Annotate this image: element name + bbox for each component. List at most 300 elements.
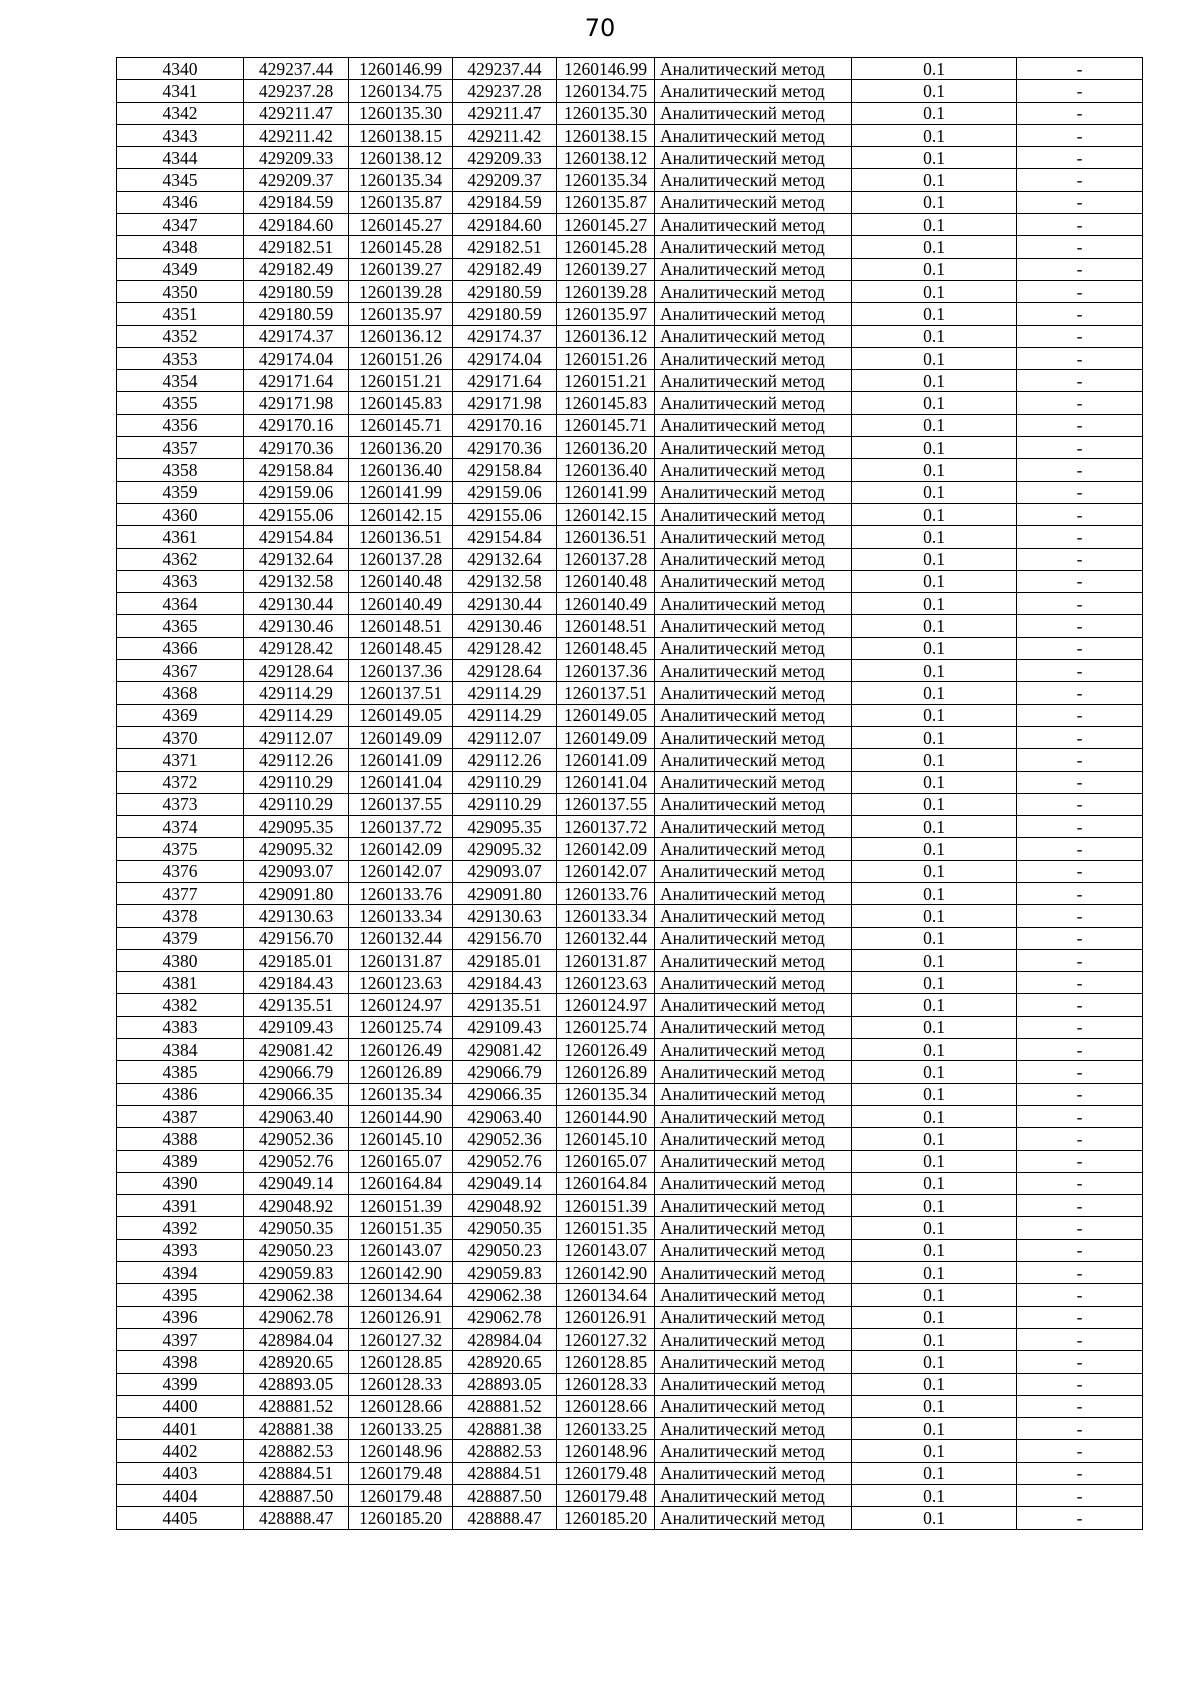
table-body: [117, 58, 1143, 1530]
method-cell: Аналитический метод: [655, 972, 852, 994]
y-old-cell: 1260148.96: [349, 1440, 453, 1462]
x-new-cell: 429237.44: [453, 58, 557, 80]
method-cell: Аналитический метод: [655, 726, 852, 748]
x-old-cell: 429184.60: [244, 214, 349, 236]
y-new-cell: 1260141.99: [557, 481, 655, 503]
note-cell: -: [1017, 1351, 1143, 1373]
x-old-cell: 429182.51: [244, 236, 349, 258]
table-row: [117, 392, 1143, 414]
y-old-cell: 1260137.72: [349, 816, 453, 838]
accuracy-cell: 0.1: [852, 660, 1017, 682]
y-old-cell: 1260126.89: [349, 1061, 453, 1083]
y-old-cell: 1260135.97: [349, 303, 453, 325]
x-new-cell: 429170.16: [453, 414, 557, 436]
point-number-cell: 4393: [117, 1239, 244, 1261]
table-row: [117, 548, 1143, 570]
x-old-cell: 429170.36: [244, 437, 349, 459]
point-number-cell: 4352: [117, 325, 244, 347]
x-old-cell: 429171.64: [244, 370, 349, 392]
x-old-cell: 429184.43: [244, 972, 349, 994]
method-cell: Аналитический метод: [655, 1418, 852, 1440]
x-new-cell: 429182.51: [453, 236, 557, 258]
table-row: [117, 459, 1143, 481]
y-old-cell: 1260142.07: [349, 860, 453, 882]
table-row: [117, 1284, 1143, 1306]
point-number-cell: 4368: [117, 682, 244, 704]
point-number-cell: 4366: [117, 637, 244, 659]
method-cell: Аналитический метод: [655, 347, 852, 369]
y-old-cell: 1260148.51: [349, 615, 453, 637]
x-new-cell: 429155.06: [453, 503, 557, 525]
x-new-cell: 429109.43: [453, 1016, 557, 1038]
y-new-cell: 1260145.10: [557, 1128, 655, 1150]
y-new-cell: 1260148.45: [557, 637, 655, 659]
point-number-cell: 4381: [117, 972, 244, 994]
method-cell: Аналитический метод: [655, 1262, 852, 1284]
point-number-cell: 4341: [117, 80, 244, 102]
y-new-cell: 1260126.89: [557, 1061, 655, 1083]
table-row: [117, 147, 1143, 169]
table-row: [117, 1485, 1143, 1507]
table-row: [117, 1507, 1143, 1529]
table-row: [117, 1172, 1143, 1194]
note-cell: -: [1017, 637, 1143, 659]
accuracy-cell: 0.1: [852, 1128, 1017, 1150]
accuracy-cell: 0.1: [852, 303, 1017, 325]
table-row: [117, 1328, 1143, 1350]
accuracy-cell: 0.1: [852, 481, 1017, 503]
x-new-cell: 429174.04: [453, 347, 557, 369]
x-new-cell: 428888.47: [453, 1507, 557, 1529]
x-old-cell: 428984.04: [244, 1328, 349, 1350]
method-cell: Аналитический метод: [655, 503, 852, 525]
table-row: [117, 1440, 1143, 1462]
point-number-cell: 4387: [117, 1105, 244, 1127]
note-cell: -: [1017, 1507, 1143, 1529]
table-row: [117, 1061, 1143, 1083]
x-old-cell: 429128.42: [244, 637, 349, 659]
x-new-cell: 429128.64: [453, 660, 557, 682]
x-new-cell: 429114.29: [453, 682, 557, 704]
y-old-cell: 1260139.27: [349, 258, 453, 280]
y-new-cell: 1260131.87: [557, 949, 655, 971]
note-cell: -: [1017, 1128, 1143, 1150]
x-new-cell: 429112.26: [453, 749, 557, 771]
table-row: [117, 258, 1143, 280]
note-cell: -: [1017, 1262, 1143, 1284]
note-cell: -: [1017, 169, 1143, 191]
x-old-cell: 429130.44: [244, 593, 349, 615]
x-new-cell: 428920.65: [453, 1351, 557, 1373]
x-old-cell: 429237.44: [244, 58, 349, 80]
point-number-cell: 4340: [117, 58, 244, 80]
point-number-cell: 4348: [117, 236, 244, 258]
table-row: [117, 593, 1143, 615]
accuracy-cell: 0.1: [852, 615, 1017, 637]
table-row: [117, 58, 1143, 80]
y-new-cell: 1260148.51: [557, 615, 655, 637]
y-old-cell: 1260149.05: [349, 704, 453, 726]
x-new-cell: 429211.42: [453, 124, 557, 146]
table-row: [117, 972, 1143, 994]
point-number-cell: 4379: [117, 927, 244, 949]
table-row: [117, 1373, 1143, 1395]
method-cell: Аналитический метод: [655, 1239, 852, 1261]
x-new-cell: 429091.80: [453, 882, 557, 904]
point-number-cell: 4375: [117, 838, 244, 860]
method-cell: Аналитический метод: [655, 392, 852, 414]
x-new-cell: 429095.32: [453, 838, 557, 860]
y-new-cell: 1260179.48: [557, 1462, 655, 1484]
point-number-cell: 4382: [117, 994, 244, 1016]
accuracy-cell: 0.1: [852, 1083, 1017, 1105]
note-cell: -: [1017, 1462, 1143, 1484]
y-old-cell: 1260134.64: [349, 1284, 453, 1306]
x-old-cell: 429174.37: [244, 325, 349, 347]
point-number-cell: 4388: [117, 1128, 244, 1150]
x-new-cell: 429170.36: [453, 437, 557, 459]
note-cell: -: [1017, 615, 1143, 637]
y-new-cell: 1260133.25: [557, 1418, 655, 1440]
point-number-cell: 4383: [117, 1016, 244, 1038]
note-cell: -: [1017, 1083, 1143, 1105]
note-cell: -: [1017, 548, 1143, 570]
table-row: [117, 704, 1143, 726]
point-number-cell: 4369: [117, 704, 244, 726]
accuracy-cell: 0.1: [852, 1395, 1017, 1417]
point-number-cell: 4404: [117, 1485, 244, 1507]
point-number-cell: 4403: [117, 1462, 244, 1484]
accuracy-cell: 0.1: [852, 548, 1017, 570]
accuracy-cell: 0.1: [852, 169, 1017, 191]
point-number-cell: 4350: [117, 280, 244, 302]
table-row: [117, 1128, 1143, 1150]
point-number-cell: 4343: [117, 124, 244, 146]
method-cell: Аналитический метод: [655, 124, 852, 146]
x-new-cell: 429066.35: [453, 1083, 557, 1105]
accuracy-cell: 0.1: [852, 793, 1017, 815]
y-new-cell: 1260141.09: [557, 749, 655, 771]
method-cell: Аналитический метод: [655, 1284, 852, 1306]
table-row: [117, 816, 1143, 838]
point-number-cell: 4398: [117, 1351, 244, 1373]
y-new-cell: 1260126.49: [557, 1039, 655, 1061]
table-row: [117, 347, 1143, 369]
note-cell: -: [1017, 749, 1143, 771]
accuracy-cell: 0.1: [852, 771, 1017, 793]
point-number-cell: 4360: [117, 503, 244, 525]
method-cell: Аналитический метод: [655, 370, 852, 392]
y-new-cell: 1260139.28: [557, 280, 655, 302]
note-cell: -: [1017, 882, 1143, 904]
method-cell: Аналитический метод: [655, 749, 852, 771]
x-old-cell: 429109.43: [244, 1016, 349, 1038]
method-cell: Аналитический метод: [655, 882, 852, 904]
method-cell: Аналитический метод: [655, 437, 852, 459]
note-cell: -: [1017, 526, 1143, 548]
x-new-cell: 429159.06: [453, 481, 557, 503]
x-old-cell: 428881.38: [244, 1418, 349, 1440]
y-new-cell: 1260145.28: [557, 236, 655, 258]
method-cell: Аналитический метод: [655, 258, 852, 280]
accuracy-cell: 0.1: [852, 236, 1017, 258]
point-number-cell: 4389: [117, 1150, 244, 1172]
method-cell: Аналитический метод: [655, 704, 852, 726]
table-row: [117, 927, 1143, 949]
table-row: [117, 749, 1143, 771]
y-old-cell: 1260132.44: [349, 927, 453, 949]
note-cell: -: [1017, 1016, 1143, 1038]
note-cell: -: [1017, 949, 1143, 971]
y-old-cell: 1260148.45: [349, 637, 453, 659]
accuracy-cell: 0.1: [852, 726, 1017, 748]
note-cell: -: [1017, 437, 1143, 459]
y-new-cell: 1260179.48: [557, 1485, 655, 1507]
x-new-cell: 429158.84: [453, 459, 557, 481]
accuracy-cell: 0.1: [852, 1239, 1017, 1261]
method-cell: Аналитический метод: [655, 927, 852, 949]
y-old-cell: 1260164.84: [349, 1172, 453, 1194]
note-cell: -: [1017, 392, 1143, 414]
table-row: [117, 949, 1143, 971]
y-old-cell: 1260145.71: [349, 414, 453, 436]
y-old-cell: 1260136.51: [349, 526, 453, 548]
table-row: [117, 214, 1143, 236]
note-cell: -: [1017, 1373, 1143, 1395]
method-cell: Аналитический метод: [655, 1195, 852, 1217]
x-old-cell: 429052.76: [244, 1150, 349, 1172]
y-old-cell: 1260144.90: [349, 1105, 453, 1127]
point-number-cell: 4353: [117, 347, 244, 369]
point-number-cell: 4363: [117, 570, 244, 592]
method-cell: Аналитический метод: [655, 1105, 852, 1127]
table-row: [117, 437, 1143, 459]
accuracy-cell: 0.1: [852, 392, 1017, 414]
x-old-cell: 429052.36: [244, 1128, 349, 1150]
x-old-cell: 429184.59: [244, 191, 349, 213]
method-cell: Аналитический метод: [655, 1217, 852, 1239]
y-new-cell: 1260149.05: [557, 704, 655, 726]
accuracy-cell: 0.1: [852, 325, 1017, 347]
note-cell: -: [1017, 1195, 1143, 1217]
note-cell: -: [1017, 503, 1143, 525]
method-cell: Аналитический метод: [655, 682, 852, 704]
y-new-cell: 1260126.91: [557, 1306, 655, 1328]
table-row: [117, 80, 1143, 102]
table-row: [117, 994, 1143, 1016]
coordinates-table: [116, 57, 1143, 1530]
table-row: [117, 169, 1143, 191]
accuracy-cell: 0.1: [852, 860, 1017, 882]
x-old-cell: 429066.79: [244, 1061, 349, 1083]
method-cell: Аналитический метод: [655, 816, 852, 838]
note-cell: -: [1017, 1328, 1143, 1350]
point-number-cell: 4356: [117, 414, 244, 436]
x-old-cell: 429110.29: [244, 771, 349, 793]
x-new-cell: 429062.78: [453, 1306, 557, 1328]
x-new-cell: 428887.50: [453, 1485, 557, 1507]
y-new-cell: 1260148.96: [557, 1440, 655, 1462]
note-cell: -: [1017, 191, 1143, 213]
method-cell: Аналитический метод: [655, 1328, 852, 1350]
x-old-cell: 429112.26: [244, 749, 349, 771]
point-number-cell: 4395: [117, 1284, 244, 1306]
y-old-cell: 1260133.34: [349, 905, 453, 927]
y-new-cell: 1260185.20: [557, 1507, 655, 1529]
x-new-cell: 429066.79: [453, 1061, 557, 1083]
x-new-cell: 429050.23: [453, 1239, 557, 1261]
method-cell: Аналитический метод: [655, 1485, 852, 1507]
x-old-cell: 429132.58: [244, 570, 349, 592]
y-new-cell: 1260135.34: [557, 169, 655, 191]
point-number-cell: 4402: [117, 1440, 244, 1462]
x-old-cell: 429170.16: [244, 414, 349, 436]
table-row: [117, 615, 1143, 637]
x-new-cell: 429063.40: [453, 1105, 557, 1127]
x-new-cell: 429184.59: [453, 191, 557, 213]
y-new-cell: 1260151.35: [557, 1217, 655, 1239]
table-row: [117, 793, 1143, 815]
y-old-cell: 1260140.49: [349, 593, 453, 615]
note-cell: -: [1017, 726, 1143, 748]
point-number-cell: 4358: [117, 459, 244, 481]
y-new-cell: 1260137.51: [557, 682, 655, 704]
method-cell: Аналитический метод: [655, 615, 852, 637]
accuracy-cell: 0.1: [852, 1105, 1017, 1127]
y-old-cell: 1260165.07: [349, 1150, 453, 1172]
table-row: [117, 838, 1143, 860]
note-cell: -: [1017, 80, 1143, 102]
x-new-cell: 429185.01: [453, 949, 557, 971]
point-number-cell: 4378: [117, 905, 244, 927]
x-new-cell: 429182.49: [453, 258, 557, 280]
y-old-cell: 1260138.12: [349, 147, 453, 169]
note-cell: -: [1017, 682, 1143, 704]
table-row: [117, 303, 1143, 325]
y-new-cell: 1260124.97: [557, 994, 655, 1016]
note-cell: -: [1017, 994, 1143, 1016]
method-cell: Аналитический метод: [655, 1462, 852, 1484]
y-old-cell: 1260185.20: [349, 1507, 453, 1529]
x-old-cell: 429112.07: [244, 726, 349, 748]
accuracy-cell: 0.1: [852, 838, 1017, 860]
x-old-cell: 429048.92: [244, 1195, 349, 1217]
table-row: [117, 1016, 1143, 1038]
y-new-cell: 1260142.90: [557, 1262, 655, 1284]
y-new-cell: 1260132.44: [557, 927, 655, 949]
x-old-cell: 428920.65: [244, 1351, 349, 1373]
y-new-cell: 1260142.07: [557, 860, 655, 882]
x-old-cell: 428887.50: [244, 1485, 349, 1507]
y-old-cell: 1260128.85: [349, 1351, 453, 1373]
method-cell: Аналитический метод: [655, 147, 852, 169]
accuracy-cell: 0.1: [852, 1328, 1017, 1350]
note-cell: -: [1017, 1150, 1143, 1172]
y-new-cell: 1260128.33: [557, 1373, 655, 1395]
point-number-cell: 4347: [117, 214, 244, 236]
x-new-cell: 429209.33: [453, 147, 557, 169]
x-old-cell: 428893.05: [244, 1373, 349, 1395]
point-number-cell: 4359: [117, 481, 244, 503]
y-new-cell: 1260136.20: [557, 437, 655, 459]
point-number-cell: 4357: [117, 437, 244, 459]
table-row: [117, 637, 1143, 659]
x-new-cell: 429095.35: [453, 816, 557, 838]
method-cell: Аналитический метод: [655, 58, 852, 80]
y-new-cell: 1260142.15: [557, 503, 655, 525]
y-old-cell: 1260135.34: [349, 169, 453, 191]
y-old-cell: 1260136.40: [349, 459, 453, 481]
point-number-cell: 4371: [117, 749, 244, 771]
x-new-cell: 429171.64: [453, 370, 557, 392]
table-row: [117, 280, 1143, 302]
point-number-cell: 4385: [117, 1061, 244, 1083]
table-row: [117, 236, 1143, 258]
table-row: [117, 1150, 1143, 1172]
method-cell: Аналитический метод: [655, 102, 852, 124]
y-new-cell: 1260137.36: [557, 660, 655, 682]
accuracy-cell: 0.1: [852, 414, 1017, 436]
point-number-cell: 4405: [117, 1507, 244, 1529]
y-old-cell: 1260141.09: [349, 749, 453, 771]
x-new-cell: 428881.38: [453, 1418, 557, 1440]
table-row: [117, 882, 1143, 904]
accuracy-cell: 0.1: [852, 905, 1017, 927]
note-cell: -: [1017, 1061, 1143, 1083]
y-old-cell: 1260145.28: [349, 236, 453, 258]
note-cell: -: [1017, 771, 1143, 793]
y-old-cell: 1260141.04: [349, 771, 453, 793]
point-number-cell: 4391: [117, 1195, 244, 1217]
y-old-cell: 1260133.25: [349, 1418, 453, 1440]
point-number-cell: 4367: [117, 660, 244, 682]
point-number-cell: 4364: [117, 593, 244, 615]
y-old-cell: 1260135.87: [349, 191, 453, 213]
accuracy-cell: 0.1: [852, 503, 1017, 525]
accuracy-cell: 0.1: [852, 1039, 1017, 1061]
accuracy-cell: 0.1: [852, 1507, 1017, 1529]
method-cell: Аналитический метод: [655, 214, 852, 236]
table-row: [117, 726, 1143, 748]
method-cell: Аналитический метод: [655, 303, 852, 325]
point-number-cell: 4386: [117, 1083, 244, 1105]
x-old-cell: 429128.64: [244, 660, 349, 682]
table-row: [117, 860, 1143, 882]
y-new-cell: 1260136.51: [557, 526, 655, 548]
x-old-cell: 429155.06: [244, 503, 349, 525]
table-row: [117, 325, 1143, 347]
y-new-cell: 1260134.64: [557, 1284, 655, 1306]
y-new-cell: 1260136.40: [557, 459, 655, 481]
point-number-cell: 4401: [117, 1418, 244, 1440]
y-old-cell: 1260142.15: [349, 503, 453, 525]
x-new-cell: 429052.36: [453, 1128, 557, 1150]
note-cell: -: [1017, 905, 1143, 927]
accuracy-cell: 0.1: [852, 370, 1017, 392]
note-cell: -: [1017, 102, 1143, 124]
table-row: [117, 682, 1143, 704]
x-old-cell: 429182.49: [244, 258, 349, 280]
accuracy-cell: 0.1: [852, 1217, 1017, 1239]
x-old-cell: 429154.84: [244, 526, 349, 548]
note-cell: -: [1017, 370, 1143, 392]
y-new-cell: 1260149.09: [557, 726, 655, 748]
x-old-cell: 429180.59: [244, 280, 349, 302]
note-cell: -: [1017, 258, 1143, 280]
point-number-cell: 4384: [117, 1039, 244, 1061]
method-cell: Аналитический метод: [655, 1507, 852, 1529]
x-old-cell: 429209.37: [244, 169, 349, 191]
